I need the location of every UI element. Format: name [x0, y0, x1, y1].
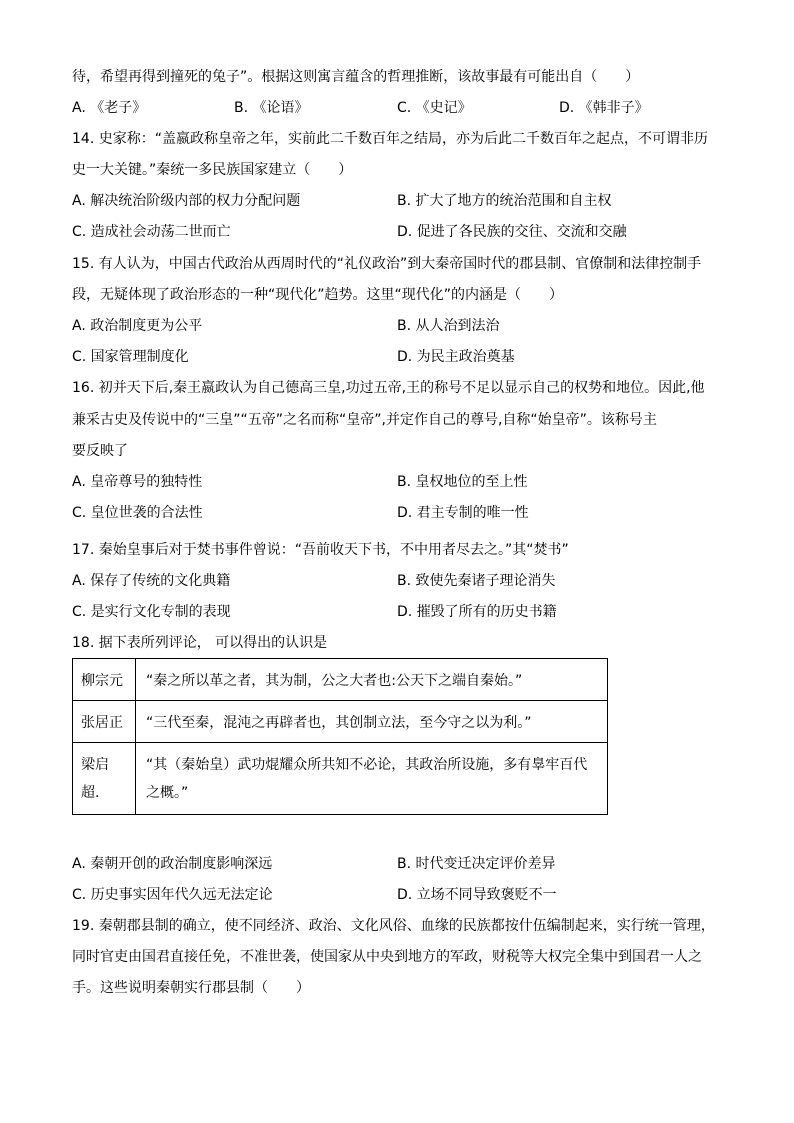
q13-option-c[interactable]: C. 《史记》 [397, 100, 472, 116]
q18-quote-table [72, 658, 608, 815]
quote-line: “其（秦始皇）武功焜耀众所共知不必论，其政治所设施，多有辠牢百代 [146, 756, 588, 773]
author-cell: 柳宗元 [73, 659, 136, 701]
q16-option-a[interactable]: A. 皇帝尊号的独特性 [72, 474, 203, 490]
author-cell: 张居正 [73, 701, 136, 743]
q16-stem-line1: 16. 初并天下后,秦王嬴政认为自己德高三皇,功过五帝,王的称号不足以显示自己的权势和地位。因此,他 [72, 380, 705, 396]
q14-option-d[interactable]: D. 促进了各民族的交往、交流和交融 [397, 224, 627, 240]
q18-option-d[interactable]: D. 立场不同导致褒贬不一 [397, 887, 557, 903]
q16-stem-line3: 要反映了 [72, 443, 128, 459]
q16-option-b[interactable]: B. 皇权地位的至上性 [397, 474, 528, 490]
q14-option-a[interactable]: A. 解决统治阶级内部的权力分配问题 [72, 193, 301, 209]
q14-option-b[interactable]: B. 扩大了地方的统治范围和自主权 [397, 193, 612, 209]
q13-option-b[interactable]: B. 《论语》 [234, 100, 309, 116]
q17-option-c[interactable]: C. 是实行文化专制的表现 [72, 604, 231, 620]
table-row [73, 701, 608, 743]
q14-stem-line2: 史一大关键。”秦统一多民族国家建立（ ） [72, 162, 353, 178]
q15-stem-line1: 15. 有人认为，中国古代政治从西周时代的“礼仪政治”到大秦帝国时代的郡县制、官僚制和法律控制手 [72, 256, 702, 272]
author-cell: 梁启超. [73, 743, 136, 815]
q13-option-a[interactable]: A. 《老子》 [72, 100, 147, 116]
quote-cell [136, 743, 608, 815]
q16-option-c[interactable]: C. 皇位世袭的合法性 [72, 505, 203, 521]
q15-stem-line2: 段，无疑体现了政治形态的一种“现代化”趋势。这里“现代化”的内涵是（ ） [72, 287, 564, 303]
quote-line: 之概。” [146, 784, 189, 801]
q17-option-d[interactable]: D. 摧毁了所有的历史书籍 [397, 604, 557, 620]
q13-option-d[interactable]: D. 《韩非子》 [559, 100, 649, 116]
table-row [73, 659, 608, 701]
q14-stem-line1: 14. 史家称：“盖嬴政称皇帝之年，实前此二千数百年之结局，亦为后此二千数百年之起点，不可谓非历 [72, 131, 708, 147]
q17-stem: 17. 秦始皇事后对于焚书事件曾说：“吾前收天下书，不中用者尽去之。”其“焚书” [72, 542, 569, 558]
q16-stem-line2: 兼采古史及传说中的“三皇”“五帝”之名而称“皇帝”,并定作自己的尊号,自称“始皇帝”。该称号主 [72, 412, 657, 428]
quote-cell: “三代至秦，混沌之再辟者也，其创制立法，至今守之以为利。” [136, 701, 608, 743]
q19-stem-line3: 手。这些说明秦朝实行郡县制（ ） [72, 980, 310, 996]
q18-option-c[interactable]: C. 历史事实因年代久远无法定论 [72, 887, 273, 903]
q16-option-d[interactable]: D. 君主专制的唯一性 [397, 505, 529, 521]
table-row [73, 743, 608, 815]
q17-option-b[interactable]: B. 致使先秦诸子理论消失 [397, 573, 556, 589]
q18-stem: 18. 据下表所列评论， 可以得出的认识是 [72, 635, 328, 651]
q15-option-a[interactable]: A. 政治制度更为公平 [72, 318, 203, 334]
q18-option-b[interactable]: B. 时代变迁决定评价差异 [397, 856, 556, 872]
q19-stem-line1: 19. 秦朝郡县制的确立，使不同经济、政治、文化风俗、血缘的民族都按什伍编制起来，实行统一管理， [72, 918, 715, 934]
q15-option-c[interactable]: C. 国家管理制度化 [72, 349, 189, 365]
q14-option-c[interactable]: C. 造成社会动荡二世而亡 [72, 224, 231, 240]
q19-stem-line2: 同时官吏由国君直接任免，不准世袭，使国家从中央到地方的军政，财税等大权完全集中到国君一人之 [72, 949, 702, 965]
quote-cell: “秦之所以革之者，其为制，公之大者也:公天下之端自秦始。” [136, 659, 608, 701]
q18-option-a[interactable]: A. 秦朝开创的政治制度影响深远 [72, 856, 273, 872]
q13-stem-continuation: 待，希望再得到撞死的兔子”。根据这则寓言蕴含的哲理推断，该故事最有可能出自（ ） [72, 69, 640, 85]
q15-option-d[interactable]: D. 为民主政治奠基 [397, 349, 515, 365]
q15-option-b[interactable]: B. 从人治到法治 [397, 318, 500, 334]
q17-option-a[interactable]: A. 保存了传统的文化典籍 [72, 573, 231, 589]
